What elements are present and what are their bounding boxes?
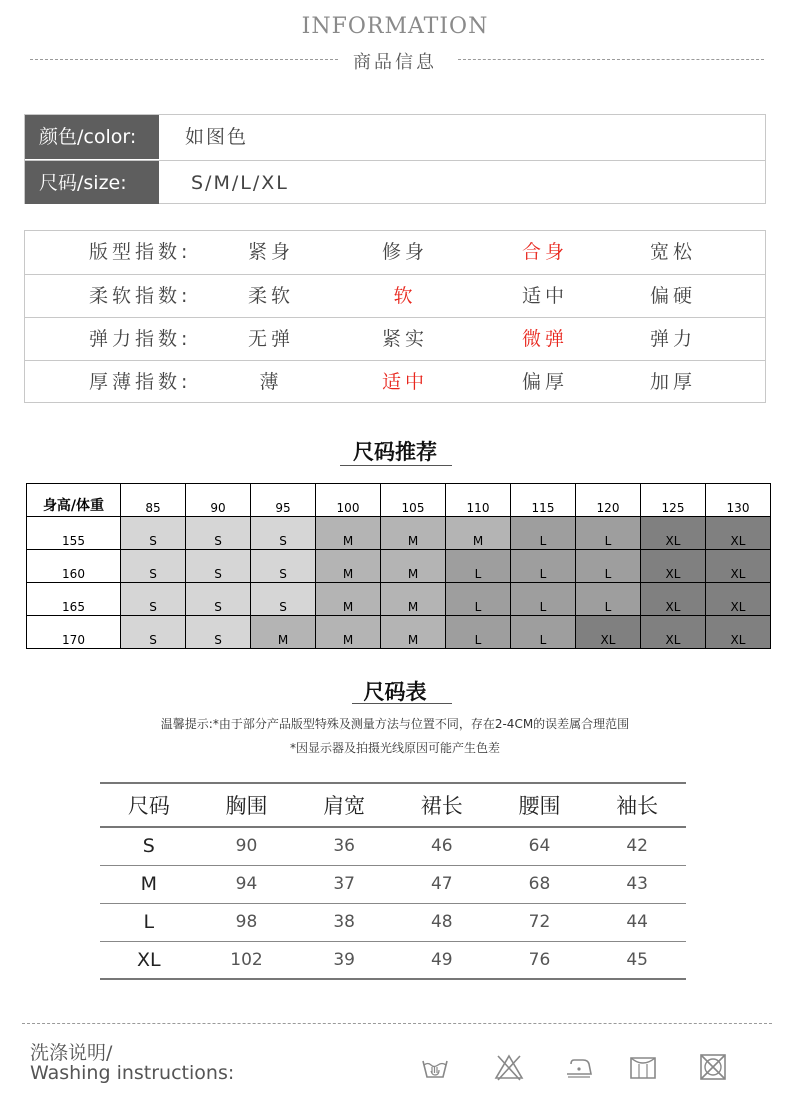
index-box xyxy=(24,230,766,403)
recommend-row xyxy=(27,550,771,583)
size-chart-header-cell: 胸围 xyxy=(198,783,296,827)
size-chart-row xyxy=(100,903,686,941)
washing-divider xyxy=(22,1023,772,1024)
recommend-title: 尺码推荐 xyxy=(353,440,437,464)
size-chart-row xyxy=(100,941,686,979)
recommend-size-cell: XL xyxy=(706,517,771,550)
size-chart-value-cell: 49 xyxy=(393,941,491,979)
recommend-size-cell: S xyxy=(186,583,251,616)
recommend-size-cell: XL xyxy=(706,616,771,649)
size-chart-value-cell: 98 xyxy=(198,903,296,941)
recommend-size-cell: M xyxy=(446,517,511,550)
size-chart-value-cell: 48 xyxy=(393,903,491,941)
size-chart-value-cell: 64 xyxy=(491,827,589,865)
size-chart-value-cell: 90 xyxy=(198,827,296,865)
washing-title-zh: 洗涤说明/ xyxy=(30,1042,113,1064)
recommend-weight-header: 115 xyxy=(511,484,576,517)
recommend-size-cell: XL xyxy=(641,550,706,583)
size-recommend-table xyxy=(26,483,771,649)
size-chart-value-cell: 44 xyxy=(588,903,686,941)
size-chart-size-cell: XL xyxy=(100,941,198,979)
size-chart-title: 尺码表 xyxy=(363,680,427,704)
recommend-size-cell: S xyxy=(251,550,316,583)
recommend-weight-header: 85 xyxy=(121,484,186,517)
recommend-size-cell: S xyxy=(121,517,186,550)
index-option: 薄 xyxy=(259,371,283,393)
index-option: 适中 xyxy=(521,285,568,307)
recommend-weight-header: 130 xyxy=(706,484,771,517)
size-chart-value-cell: 38 xyxy=(295,903,393,941)
size-chart-table xyxy=(100,782,686,980)
index-option-selected: 合身 xyxy=(521,241,568,263)
recommend-size-cell: S xyxy=(186,616,251,649)
index-option: 紧身 xyxy=(247,241,294,263)
recommend-size-cell: S xyxy=(121,616,186,649)
recommend-size-cell: S xyxy=(186,517,251,550)
index-option: 偏厚 xyxy=(521,371,568,393)
index-option-selected: 适中 xyxy=(381,371,428,393)
size-chart-value-cell: 39 xyxy=(295,941,393,979)
index-row-softness xyxy=(25,274,765,317)
recommend-size-cell: S xyxy=(121,550,186,583)
recommend-size-cell: L xyxy=(511,616,576,649)
recommend-size-cell: M xyxy=(251,616,316,649)
recommend-size-cell: XL xyxy=(641,616,706,649)
index-option: 柔软 xyxy=(247,285,294,307)
recommend-weight-header: 95 xyxy=(251,484,316,517)
header-title-zh: 商品信息 xyxy=(353,52,437,73)
recommend-size-cell: L xyxy=(446,550,511,583)
size-chart-header-cell: 腰围 xyxy=(491,783,589,827)
size-chart-value-cell: 68 xyxy=(491,865,589,903)
recommend-weight-header: 90 xyxy=(186,484,251,517)
recommend-size-cell: M xyxy=(316,550,381,583)
size-chart-value-cell: 37 xyxy=(295,865,393,903)
hang-dry-icon xyxy=(628,1052,658,1082)
size-chart-size-cell: L xyxy=(100,903,198,941)
recommend-size-cell: M xyxy=(316,517,381,550)
index-option: 紧实 xyxy=(381,328,428,350)
size-chart-title-underline xyxy=(352,703,452,704)
recommend-size-cell: S xyxy=(186,550,251,583)
recommend-size-cell: L xyxy=(446,583,511,616)
size-chart-value-cell: 94 xyxy=(198,865,296,903)
recommend-height-cell: 170 xyxy=(27,616,121,649)
recommend-size-cell: M xyxy=(316,616,381,649)
recommend-size-cell: M xyxy=(381,517,446,550)
size-chart-value-cell: 43 xyxy=(588,865,686,903)
hand-wash-icon xyxy=(420,1052,450,1082)
recommend-size-cell: L xyxy=(446,616,511,649)
attribute-label: 颜色/color: xyxy=(25,115,159,159)
recommend-size-cell: L xyxy=(576,583,641,616)
recommend-height-cell: 160 xyxy=(27,550,121,583)
recommend-height-cell: 155 xyxy=(27,517,121,550)
attribute-row-color xyxy=(25,115,765,159)
recommend-row xyxy=(27,517,771,550)
recommend-size-cell: L xyxy=(576,550,641,583)
size-chart-row xyxy=(100,827,686,865)
index-label: 弹力指数: xyxy=(89,328,192,350)
attribute-label: 尺码/size: xyxy=(25,161,159,204)
recommend-size-cell: XL xyxy=(641,583,706,616)
recommend-size-cell: XL xyxy=(641,517,706,550)
header-title-en: INFORMATION xyxy=(301,14,489,39)
recommend-size-cell: XL xyxy=(706,550,771,583)
size-chart-header-row xyxy=(100,783,686,827)
size-chart-value-cell: 46 xyxy=(393,827,491,865)
recommend-weight-header: 120 xyxy=(576,484,641,517)
recommend-weight-header: 110 xyxy=(446,484,511,517)
index-option-selected: 软 xyxy=(393,285,417,307)
recommend-header-row xyxy=(27,484,771,517)
size-chart-value-cell: 42 xyxy=(588,827,686,865)
size-chart-header-cell: 裙长 xyxy=(393,783,491,827)
index-label: 版型指数: xyxy=(89,241,192,263)
size-chart-value-cell: 76 xyxy=(491,941,589,979)
size-chart-note: 温馨提示:*由于部分产品版型特殊及测量方法与位置不同，存在2-4CM的误差属合理范围 xyxy=(160,717,630,731)
recommend-title-underline xyxy=(340,465,452,466)
size-chart-row xyxy=(100,865,686,903)
size-chart-value-cell: 102 xyxy=(198,941,296,979)
recommend-size-cell: L xyxy=(511,550,576,583)
no-tumble-dry-icon xyxy=(698,1052,728,1082)
index-row-fit xyxy=(25,231,765,274)
recommend-height-cell: 165 xyxy=(27,583,121,616)
recommend-size-cell: M xyxy=(381,583,446,616)
recommend-row xyxy=(27,616,771,649)
recommend-size-cell: S xyxy=(121,583,186,616)
index-option: 加厚 xyxy=(649,371,696,393)
recommend-size-cell: XL xyxy=(706,583,771,616)
size-chart-value-cell: 45 xyxy=(588,941,686,979)
washing-title-en: Washing instructions: xyxy=(30,1062,235,1084)
index-option: 偏硬 xyxy=(649,285,696,307)
size-chart-size-cell: M xyxy=(100,865,198,903)
attribute-value: S/M/L/XL xyxy=(191,172,289,194)
index-row-thickness xyxy=(25,360,765,403)
recommend-size-cell: M xyxy=(381,616,446,649)
size-chart-value-cell: 47 xyxy=(393,865,491,903)
size-chart-value-cell: 36 xyxy=(295,827,393,865)
color-difference-note: *因显示器及拍摄光线原因可能产生色差 xyxy=(289,741,500,755)
low-iron-icon xyxy=(564,1052,594,1082)
recommend-size-cell: L xyxy=(511,583,576,616)
recommend-weight-header: 125 xyxy=(641,484,706,517)
size-chart-header-cell: 袖长 xyxy=(588,783,686,827)
recommend-size-cell: S xyxy=(251,517,316,550)
attribute-row-size xyxy=(25,160,765,204)
recommend-size-cell: M xyxy=(381,550,446,583)
recommend-size-cell: L xyxy=(511,517,576,550)
index-option: 修身 xyxy=(381,241,428,263)
index-option: 宽松 xyxy=(649,241,696,263)
index-label: 厚薄指数: xyxy=(89,371,192,393)
size-chart-size-cell: S xyxy=(100,827,198,865)
recommend-size-cell: S xyxy=(251,583,316,616)
size-chart-value-cell: 72 xyxy=(491,903,589,941)
index-option: 无弹 xyxy=(247,328,294,350)
recommend-size-cell: XL xyxy=(576,616,641,649)
recommend-size-cell: M xyxy=(316,583,381,616)
attribute-value: 如图色 xyxy=(185,126,249,148)
recommend-weight-header: 100 xyxy=(316,484,381,517)
index-option: 弹力 xyxy=(649,328,696,350)
recommend-row xyxy=(27,583,771,616)
index-label: 柔软指数: xyxy=(89,285,192,307)
index-row-elasticity xyxy=(25,317,765,360)
recommend-corner-cell: 身高/体重 xyxy=(27,484,121,517)
no-bleach-icon xyxy=(494,1052,524,1082)
recommend-size-cell: L xyxy=(576,517,641,550)
size-chart-header-cell: 肩宽 xyxy=(295,783,393,827)
size-chart-header-cell: 尺码 xyxy=(100,783,198,827)
index-option-selected: 微弹 xyxy=(521,328,568,350)
attribute-box xyxy=(24,114,766,204)
recommend-weight-header: 105 xyxy=(381,484,446,517)
